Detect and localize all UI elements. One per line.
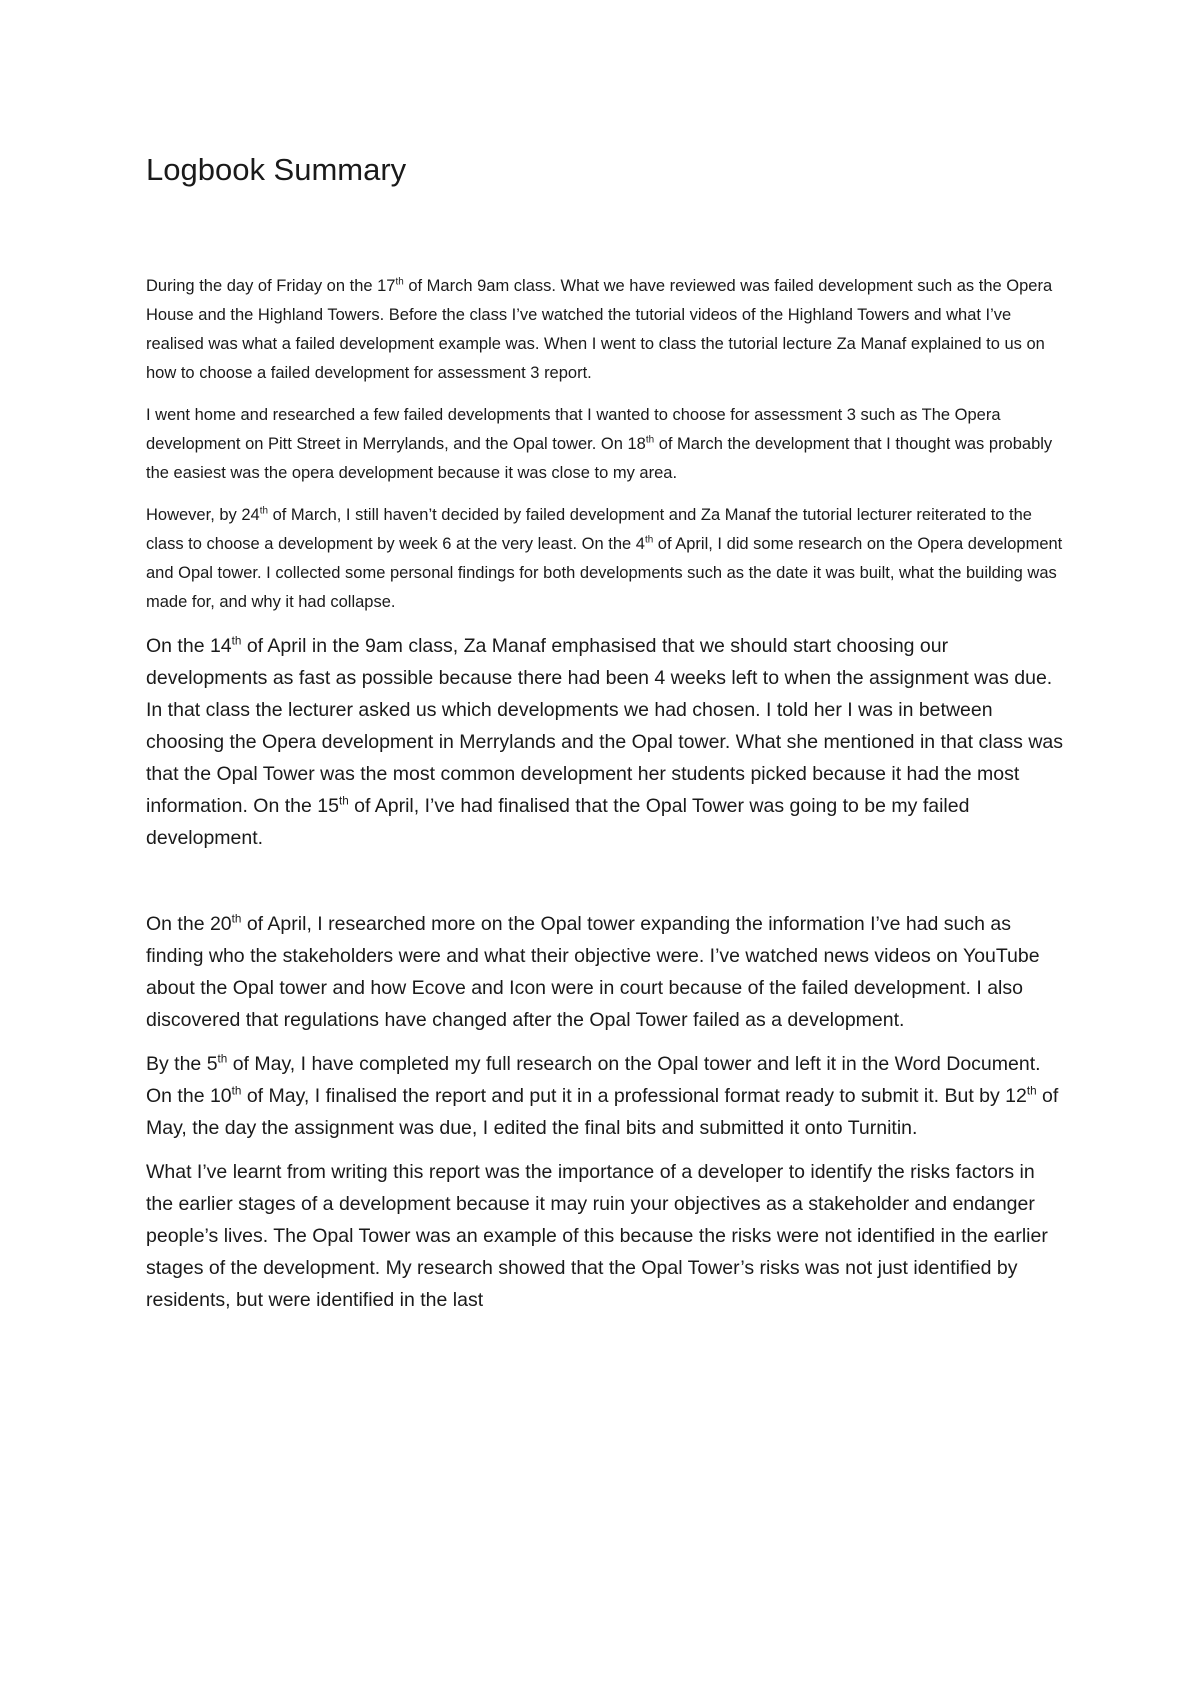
paragraph-6-text-c: of May, I finalised the report and put it in a professional format ready to submit it. But by 12 <box>241 1085 1027 1107</box>
paragraph-6-sup-1: th <box>217 1052 228 1066</box>
paragraph-3-text-c: of April, I did some research on the Opera development and Opal tower. I collected some personal findings for both developments such as the date it was built, what the building was made for, and why it had collapse. <box>146 535 1063 611</box>
paragraph-2-text-b: of March the development that I thought was probably the easiest was the opera development because it was close to my area. <box>146 435 1053 482</box>
paragraph-5-text-a: On the 20 <box>146 913 232 935</box>
paragraph-2 <box>146 401 1066 488</box>
paragraph-1 <box>146 272 1066 388</box>
paragraph-4-text-b: of April in the 9am class, Za Manaf emphasised that we should start choosing our developments as fast as possible because there had been 4 weeks left to when the assignment was due. In that class the lecturer asked us which developments we had chosen. I told her I was in between choosing the Opera development in Merrylands and the Opal tower. What she mentioned in that class was that the Opal Tower was the most common development her students picked because it had the most information. On the 15 <box>146 635 1064 817</box>
paragraph-5 <box>146 908 1066 1036</box>
paragraph-2-sup: th <box>645 434 655 446</box>
paragraph-6-text-a: By the 5 <box>146 1053 218 1075</box>
paragraph-7-text-a: What I’ve learnt from writing this report was the importance of a developer to identify the risks factors in the earlier stages of a development because it may ruin your objectives as a stakeholder and endanger people’s lives. The Opal Tower was an example of this because the risks were not identified in the earlier stages of the development. My research showed that the Opal Tower’s risks was not just identified by residents, but were identified in the last <box>146 1161 1048 1311</box>
paragraph-3-sup-1: th <box>259 505 268 517</box>
paragraph-4-sup-1: th <box>231 634 242 648</box>
paragraph-1-text-a: During the day of Friday on the 17 <box>146 277 396 295</box>
paragraph-5-text-b: of April, I researched more on the Opal tower expanding the information I’ve had such as finding who the stakeholders were and what their objective were. I’ve watched news videos on YouTube about the Opal tower and how Ecove and Icon were in court because of the failed development. I also discovered that regulations have changed after the Opal Tower failed as a development. <box>146 913 1040 1031</box>
paragraph-4-text-a: On the 14 <box>146 635 232 657</box>
paragraph-6-text-d: of May, the day the assignment was due, I edited the final bits and submitted it onto Turnitin. <box>146 1085 1059 1139</box>
paragraph-2-text-a: I went home and researched a few failed developments that I wanted to choose for assessment 3 such as The Opera development on Pitt Street in Merrylands, and the Opal tower. On 18 <box>146 406 1001 453</box>
document-title: Logbook Summary <box>146 152 407 187</box>
paragraph-4-sup-2: th <box>338 794 349 808</box>
paragraph-6 <box>146 1048 1066 1144</box>
paragraph-6-sup-3: th <box>1026 1084 1037 1098</box>
paragraph-3-sup-2: th <box>644 534 654 546</box>
paragraph-6-text-b: of May, I have completed my full research on the Opal tower and left it in the Word Document. On the 10 <box>146 1053 1041 1107</box>
paragraph-gap <box>146 854 1066 908</box>
paragraph-3-text-b: of March, I still haven’t decided by failed development and Za Manaf the tutorial lecturer reiterated to the class to choose a development by week 6 at the very least. On the 4 <box>146 506 1032 553</box>
document-body <box>146 272 1066 1316</box>
paragraph-6-sup-2: th <box>231 1084 242 1098</box>
paragraph-1-text-b: of March 9am class. What we have reviewed was failed development such as the Opera House and the Highland Towers. Before the class I’ve watched the tutorial videos of the Highland Towers and what I’ve realised was what a failed development example was. When I went to class the tutorial lecture Za Manaf explained to us on how to choose a failed development for assessment 3 report. <box>146 277 1053 382</box>
paragraph-5-sup: th <box>231 912 242 926</box>
paragraph-7 <box>146 1156 1066 1316</box>
paragraph-4 <box>146 630 1066 854</box>
paragraph-1-sup: th <box>395 276 404 288</box>
paragraph-3-text-a: However, by 24 <box>146 506 260 524</box>
paragraph-3 <box>146 501 1066 617</box>
paragraph-4-text-c: of April, I’ve had finalised that the Opal Tower was going to be my failed development. <box>146 795 970 849</box>
